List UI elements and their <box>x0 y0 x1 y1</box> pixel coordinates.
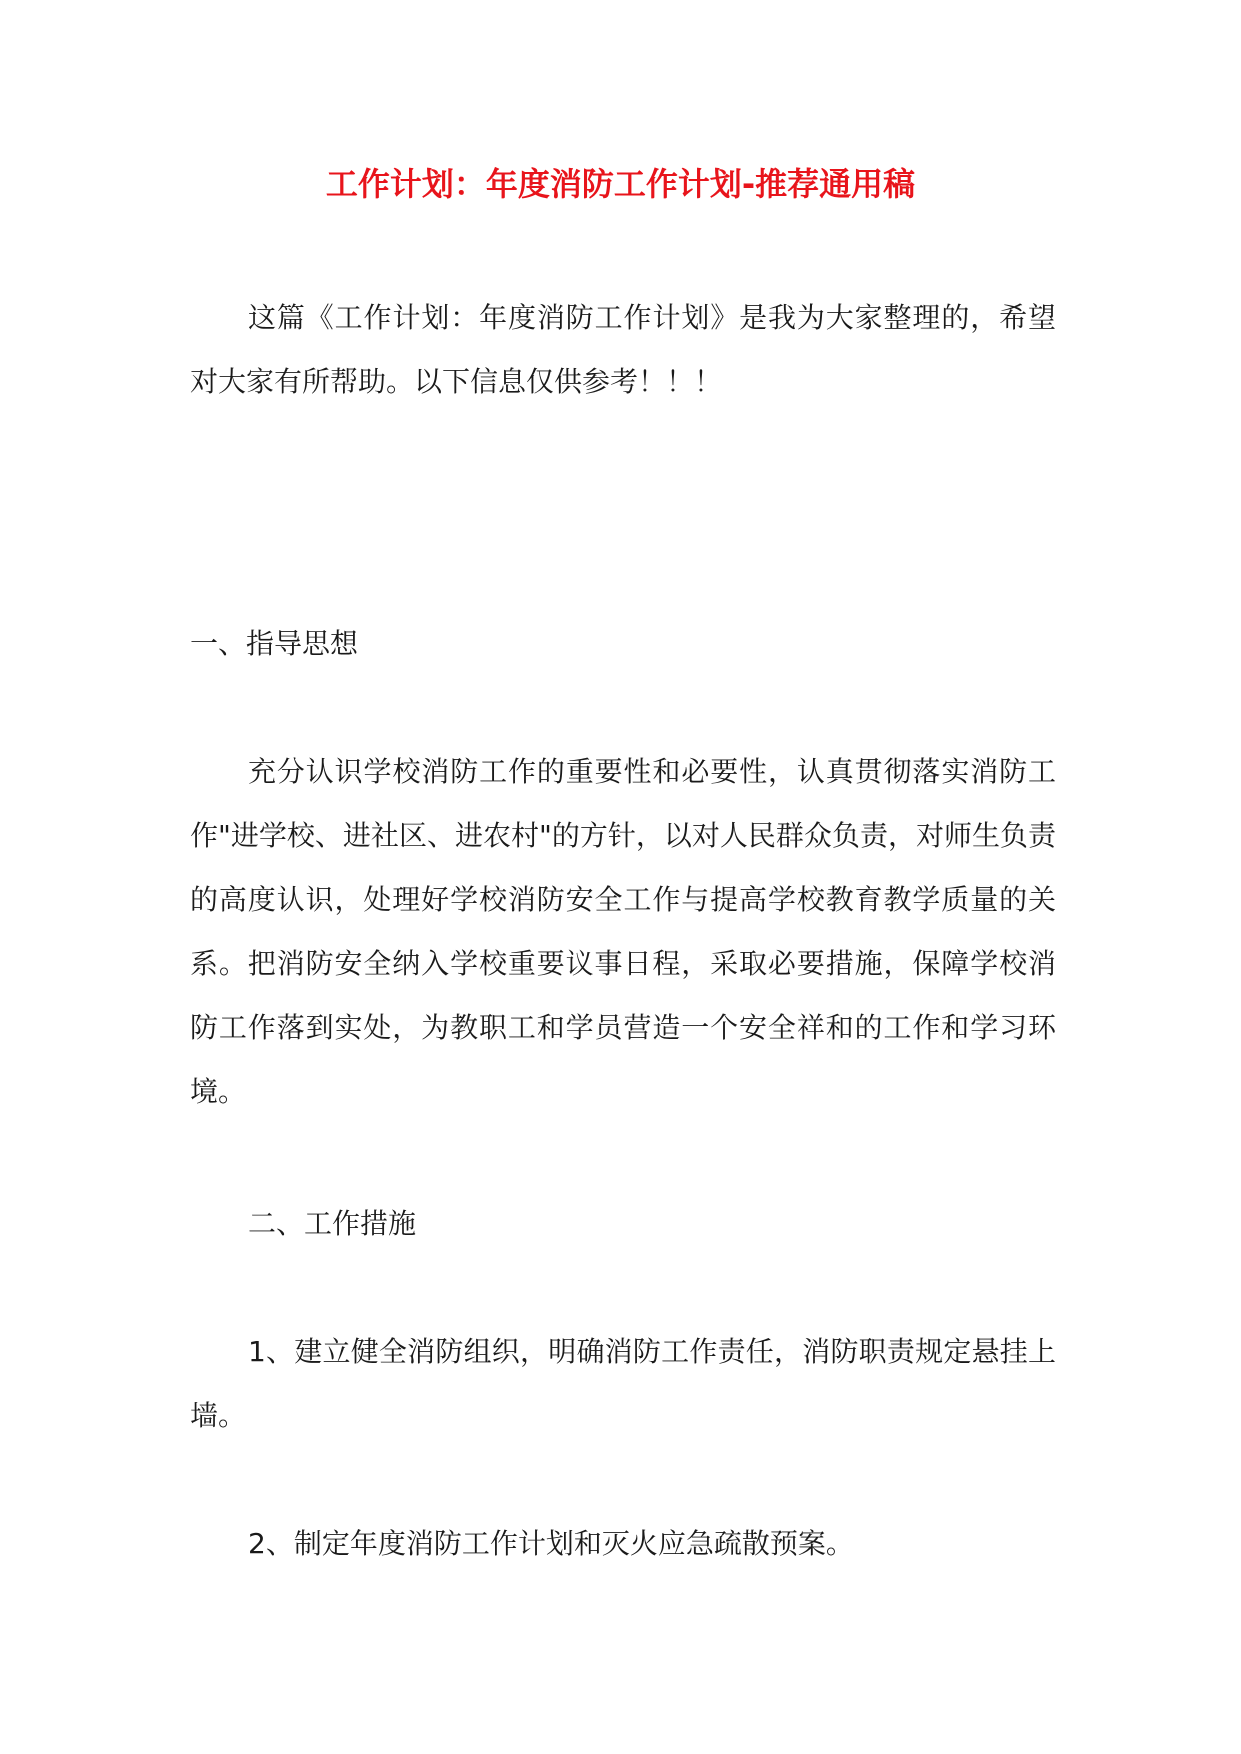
section-heading-guiding-ideology: 一、指导思想 <box>190 627 359 660</box>
document-title: 工作计划：年度消防工作计划-推荐通用稿 <box>325 165 916 203</box>
section-heading-work-measures: 二、工作措施 <box>248 1207 417 1240</box>
intro-paragraph: 这篇《工作计划：年度消防工作计划》是我为大家整理的，希望对大家有所帮助。以下信息仅供参考！！！ <box>190 301 1056 398</box>
measure-item-2: 2、制定年度消防工作计划和灭火应急疏散预案。 <box>248 1527 854 1560</box>
guiding-ideology-paragraph: 充分认识学校消防工作的重要性和必要性，认真贯彻落实消防工作"进学校、进社区、进农村"的方针，以对人民群众负责，对师生负责的高度认识，处理好学校消防安全工作与提高学校教育教学质量的关系。把消防安全纳入学校重要议事日程，采取必要措施，保障学校消防工作落到实处，为教职工和学员营造一个安全祥和的工作和学习环境。 <box>190 755 1056 1108</box>
measure-item-1: 1、建立健全消防组织，明确消防工作责任，消防职责规定悬挂上墙。 <box>190 1335 1056 1432</box>
